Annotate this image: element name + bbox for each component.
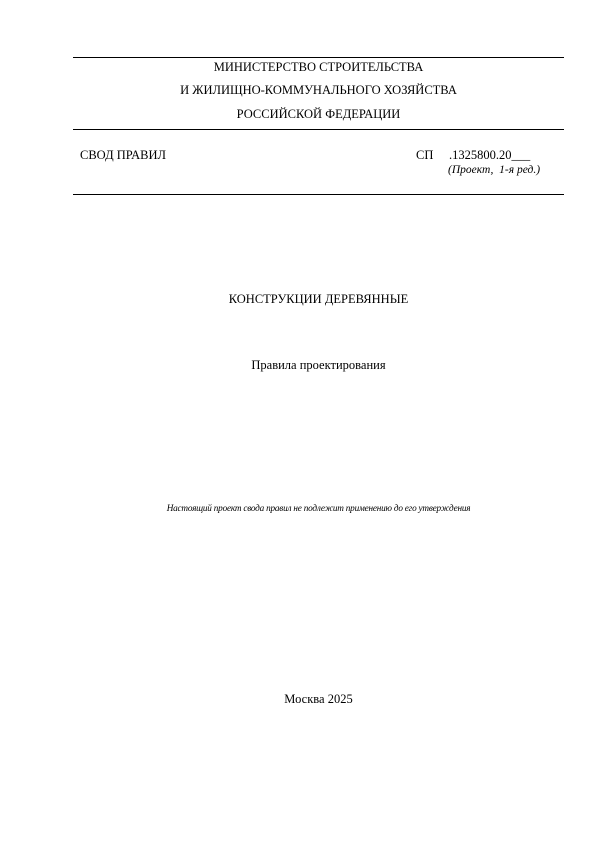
document-type: СВОД ПРАВИЛ — [80, 148, 166, 162]
draft-notice: Настоящий проект свода правил не подлежит применению до его утверждения — [166, 503, 471, 513]
ministry-line-1: МИНИСТЕРСТВО СТРОИТЕЛЬСТВА — [213, 60, 424, 74]
header-bottom-rule — [73, 129, 564, 130]
place-and-year: Москва 2025 — [284, 692, 353, 706]
top-rule — [73, 57, 564, 58]
document-code: СП .1325800.20___ — [416, 148, 531, 162]
ministry-line-3: РОССИЙСКОЙ ФЕДЕРАЦИИ — [236, 107, 401, 121]
document-title: КОНСТРУКЦИИ ДЕРЕВЯННЫЕ — [228, 292, 409, 306]
document-subtitle: Правила проектирования — [251, 358, 386, 372]
ministry-line-2: И ЖИЛИЩНО-КОММУНАЛЬНОГО ХОЗЯЙСТВА — [180, 83, 457, 97]
code-bottom-rule — [73, 194, 564, 195]
document-status: (Проект, 1-я ред.) — [448, 164, 541, 176]
